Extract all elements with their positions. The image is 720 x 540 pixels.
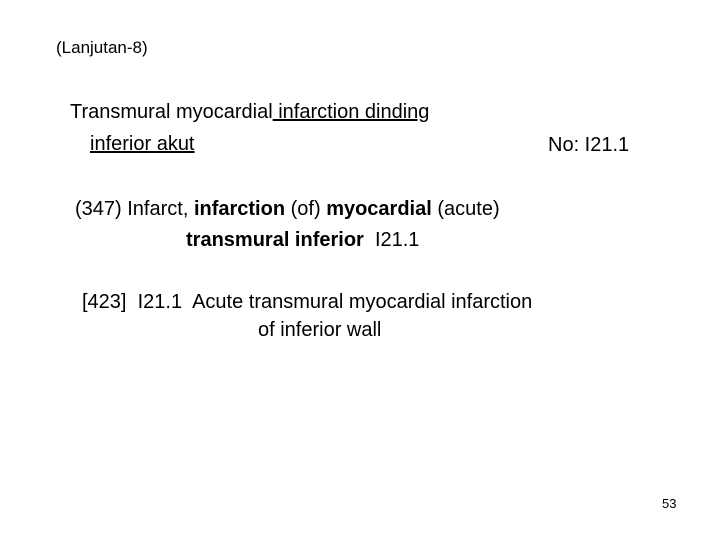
- tabular-list-entry-line1: [423] I21.1 Acute transmural myocardial infarction: [82, 291, 533, 313]
- index-prefix: (347) Infarct,: [75, 198, 194, 220]
- index-term-infarction: infarction: [193, 198, 286, 220]
- index-acute-text: (acute): [431, 198, 500, 220]
- continuation-label: (Lanjutan-8): [56, 38, 148, 57]
- diagnosis-title-line1: [70, 101, 429, 124]
- alphabetical-index-entry-line1: [75, 198, 500, 221]
- diagnosis-code: No: I21.1: [548, 134, 630, 156]
- tabular-list-entry-line2: of inferior wall: [258, 319, 382, 341]
- index-of-text: (of): [285, 198, 327, 220]
- diagnosis-title-plain: Transmural myocardial: [70, 101, 273, 123]
- diagnosis-title-line2: inferior akut: [90, 133, 195, 155]
- index-term-myocardial: myocardial: [326, 198, 432, 220]
- index-code: I21.1: [363, 229, 420, 251]
- index-term-transmural-inferior: transmural inferior: [186, 229, 364, 251]
- alphabetical-index-entry-line2: [186, 229, 419, 252]
- page-number: 53: [662, 496, 677, 511]
- diagnosis-title-underlined: infarction dinding: [272, 101, 430, 123]
